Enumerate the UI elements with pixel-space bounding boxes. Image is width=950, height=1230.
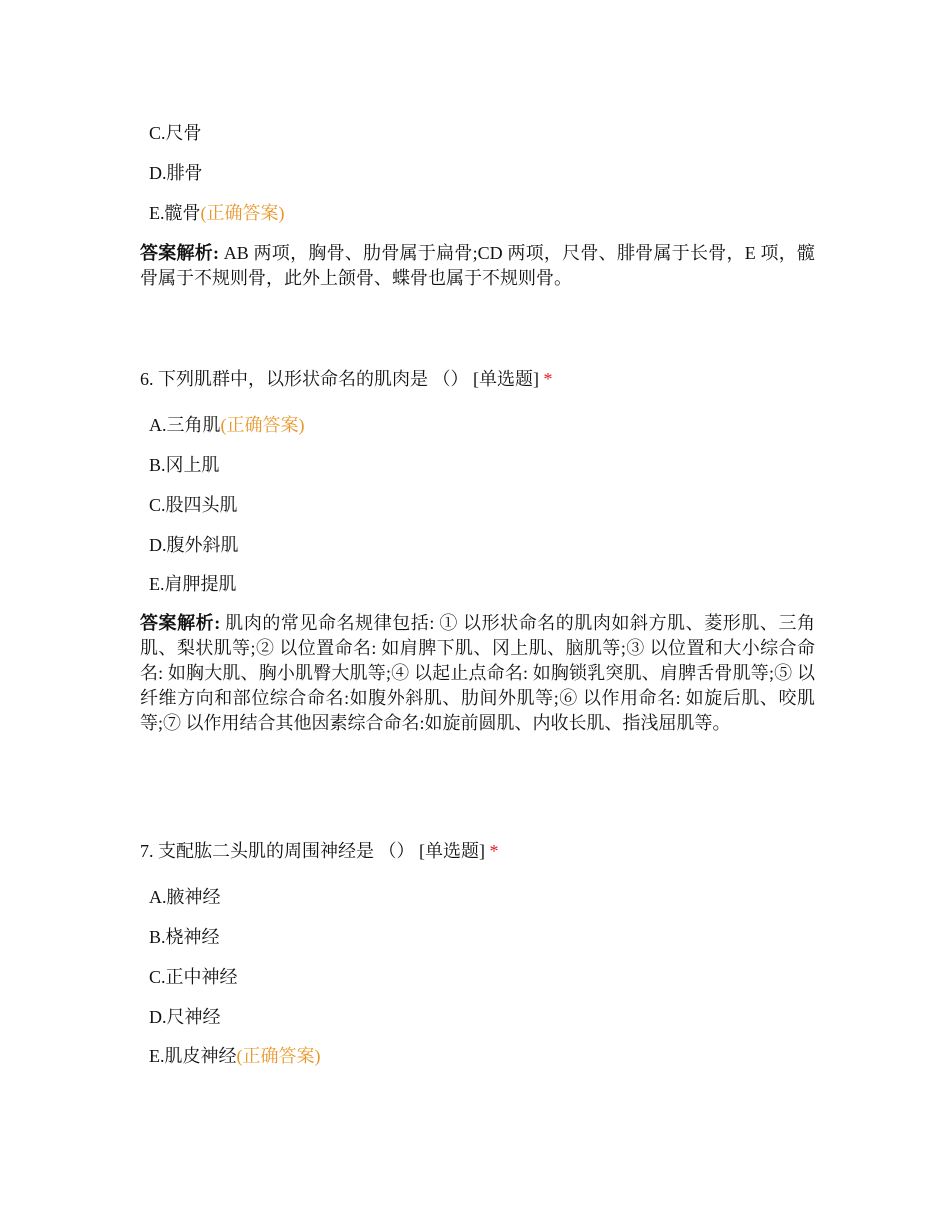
explanation-label: 答案解析: — [140, 613, 221, 633]
option-label: D.腹外斜肌 — [149, 535, 239, 555]
correct-answer-tag: (正确答案) — [236, 1046, 321, 1066]
option-q6-b — [149, 453, 220, 477]
option-label: A.三角肌 — [149, 415, 221, 435]
option-label: D.尺神经 — [149, 1007, 221, 1027]
option-label: E.肩胛提肌 — [149, 574, 237, 594]
explanation-label: 答案解析: — [140, 243, 220, 263]
option-q5-d — [149, 161, 203, 185]
option-q7-e — [149, 1044, 321, 1068]
option-label: E.肌皮神经 — [149, 1046, 237, 1066]
question-text: 6. 下列肌群中，以形状命名的肌肉是 （） [单选题] — [140, 369, 544, 389]
required-marker: * — [543, 369, 553, 389]
question-text: 7. 支配肱二头肌的周围神经是 （） [单选题] — [140, 841, 490, 861]
option-label: E.髋骨 — [149, 203, 201, 223]
option-q6-d — [149, 533, 239, 557]
option-q6-e — [149, 572, 237, 596]
option-label: C.正中神经 — [149, 967, 238, 987]
option-q7-a — [149, 885, 221, 909]
q7-title — [140, 839, 499, 863]
option-q7-d — [149, 1005, 221, 1029]
option-q5-e — [149, 201, 285, 225]
option-q6-a — [149, 413, 305, 437]
q6-title — [140, 367, 553, 391]
option-label: C.尺骨 — [149, 123, 202, 143]
required-marker: * — [489, 841, 499, 861]
correct-answer-tag: (正确答案) — [220, 415, 305, 435]
q5-explanation — [140, 241, 815, 291]
option-q6-c — [149, 493, 238, 517]
option-label: B.冈上肌 — [149, 455, 220, 475]
correct-answer-tag: (正确答案) — [200, 203, 285, 223]
option-label: A.腋神经 — [149, 887, 221, 907]
option-label: C.股四头肌 — [149, 495, 238, 515]
explanation-text: 肌肉的常见命名规律包括: ① 以形状命名的肌肉如斜方肌、菱形肌、三角肌、梨状肌等;② 以位置命名: 如肩脾下肌、冈上肌、脑肌等;③ 以位置和大小综合命名: 如胸大肌、胸小肌臀大肌等;④ 以起止点命名: 如胸锁乳突肌、肩脾舌骨肌等;⑤ 以纤维方向和部位综合命名:如腹外斜肌、肋间外肌等;⑥ 以作用命名: 如旋后肌、咬肌等;⑦ 以作用结合其他因素综合命名:如旋前圆肌、内收长肌、指浅屈肌等。 — [140, 613, 816, 733]
option-q7-c — [149, 965, 238, 989]
option-label: B.桡神经 — [149, 927, 220, 947]
option-label: D.腓骨 — [149, 163, 203, 183]
q6-explanation — [140, 611, 815, 736]
option-q5-c — [149, 121, 202, 145]
option-q7-b — [149, 925, 220, 949]
explanation-text: AB 两项，胸骨、肋骨属于扁骨;CD 两项，尺骨、腓骨属于长骨，E 项，髋骨属于不规则骨，此外上颌骨、蝶骨也属于不规则骨。 — [140, 243, 815, 288]
